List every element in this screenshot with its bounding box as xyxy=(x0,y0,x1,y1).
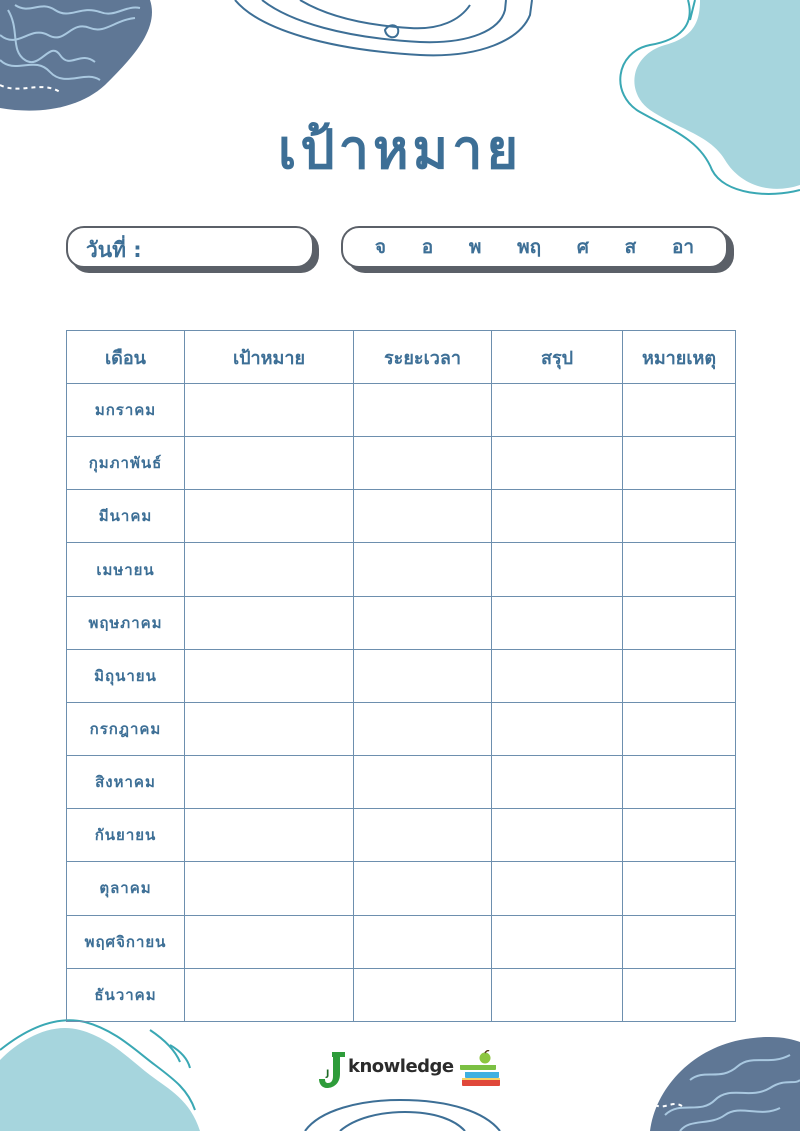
header-summary: สรุป xyxy=(492,331,623,384)
table-row xyxy=(67,596,736,649)
duration-cell[interactable] xyxy=(354,756,492,809)
month-cell: กรกฎาคม xyxy=(67,702,185,755)
summary-cell[interactable] xyxy=(492,756,623,809)
table-row xyxy=(67,915,736,968)
goal-cell[interactable] xyxy=(185,756,354,809)
note-cell[interactable] xyxy=(623,596,736,649)
goal-cell[interactable] xyxy=(185,596,354,649)
goal-cell[interactable] xyxy=(185,490,354,543)
day-tuesday[interactable]: อ xyxy=(421,236,434,258)
month-cell: มีนาคม xyxy=(67,490,185,543)
summary-cell[interactable] xyxy=(492,437,623,490)
note-cell[interactable] xyxy=(623,702,736,755)
summary-cell[interactable] xyxy=(492,809,623,862)
table-row xyxy=(67,809,736,862)
month-cell: มกราคม xyxy=(67,384,185,437)
goal-cell[interactable] xyxy=(185,968,354,1021)
goal-cell[interactable] xyxy=(185,915,354,968)
date-field[interactable] xyxy=(66,226,314,268)
table-header-row xyxy=(67,331,736,384)
table-row xyxy=(67,490,736,543)
header-duration: ระยะเวลา xyxy=(354,331,492,384)
goal-cell[interactable] xyxy=(185,649,354,702)
duration-cell[interactable] xyxy=(354,384,492,437)
duration-cell[interactable] xyxy=(354,809,492,862)
summary-cell[interactable] xyxy=(492,915,623,968)
date-label: วันที่ : xyxy=(86,238,142,262)
month-cell: สิงหาคม xyxy=(67,756,185,809)
logo-letter: J xyxy=(326,1069,330,1079)
note-cell[interactable] xyxy=(623,543,736,596)
table-row xyxy=(67,649,736,702)
note-cell[interactable] xyxy=(623,490,736,543)
month-cell: กุมภาพันธ์ xyxy=(67,437,185,490)
day-friday[interactable]: ศ xyxy=(576,236,589,258)
summary-cell[interactable] xyxy=(492,543,623,596)
header-month: เดือน xyxy=(67,331,185,384)
weekday-selector xyxy=(341,226,728,268)
month-cell: พฤษภาคม xyxy=(67,596,185,649)
note-cell[interactable] xyxy=(623,915,736,968)
jknowledge-logo xyxy=(318,1046,504,1092)
books-apple-icon xyxy=(458,1050,504,1090)
day-wednesday[interactable]: พ xyxy=(468,236,482,258)
duration-cell[interactable] xyxy=(354,702,492,755)
goal-cell[interactable] xyxy=(185,437,354,490)
summary-cell[interactable] xyxy=(492,490,623,543)
month-cell: ธันวาคม xyxy=(67,968,185,1021)
goal-cell[interactable] xyxy=(185,702,354,755)
table-row xyxy=(67,384,736,437)
header-goal: เป้าหมาย xyxy=(185,331,354,384)
summary-cell[interactable] xyxy=(492,649,623,702)
summary-cell[interactable] xyxy=(492,702,623,755)
duration-cell[interactable] xyxy=(354,437,492,490)
goal-cell[interactable] xyxy=(185,809,354,862)
day-saturday[interactable]: ส xyxy=(624,236,637,258)
day-monday[interactable]: จ xyxy=(374,236,386,258)
header-note: หมายเหตุ xyxy=(623,331,736,384)
note-cell[interactable] xyxy=(623,968,736,1021)
duration-cell[interactable] xyxy=(354,915,492,968)
duration-cell[interactable] xyxy=(354,490,492,543)
duration-cell[interactable] xyxy=(354,596,492,649)
note-cell[interactable] xyxy=(623,756,736,809)
table-row xyxy=(67,437,736,490)
logo-text: knowledge xyxy=(348,1056,454,1077)
summary-cell[interactable] xyxy=(492,384,623,437)
summary-cell[interactable] xyxy=(492,596,623,649)
duration-cell[interactable] xyxy=(354,968,492,1021)
day-thursday[interactable]: พฤ xyxy=(517,236,542,258)
note-cell[interactable] xyxy=(623,649,736,702)
month-cell: เมษายน xyxy=(67,543,185,596)
goal-cell[interactable] xyxy=(185,543,354,596)
table-row xyxy=(67,702,736,755)
duration-cell[interactable] xyxy=(354,862,492,915)
page-title: เป้าหมาย xyxy=(277,118,523,181)
table-row xyxy=(67,862,736,915)
note-cell[interactable] xyxy=(623,384,736,437)
summary-cell[interactable] xyxy=(492,862,623,915)
table-row xyxy=(67,968,736,1021)
month-cell: มิถุนายน xyxy=(67,649,185,702)
table-row xyxy=(67,756,736,809)
month-cell: ตุลาคม xyxy=(67,862,185,915)
note-cell[interactable] xyxy=(623,437,736,490)
duration-cell[interactable] xyxy=(354,543,492,596)
table-row xyxy=(67,543,736,596)
day-sunday[interactable]: อา xyxy=(671,236,695,258)
duration-cell[interactable] xyxy=(354,649,492,702)
goals-table xyxy=(66,330,736,1022)
goal-cell[interactable] xyxy=(185,384,354,437)
logo-j-mark xyxy=(318,1046,348,1092)
summary-cell[interactable] xyxy=(492,968,623,1021)
month-cell: พฤศจิกายน xyxy=(67,915,185,968)
note-cell[interactable] xyxy=(623,862,736,915)
month-cell: กันยายน xyxy=(67,809,185,862)
goal-cell[interactable] xyxy=(185,862,354,915)
note-cell[interactable] xyxy=(623,809,736,862)
